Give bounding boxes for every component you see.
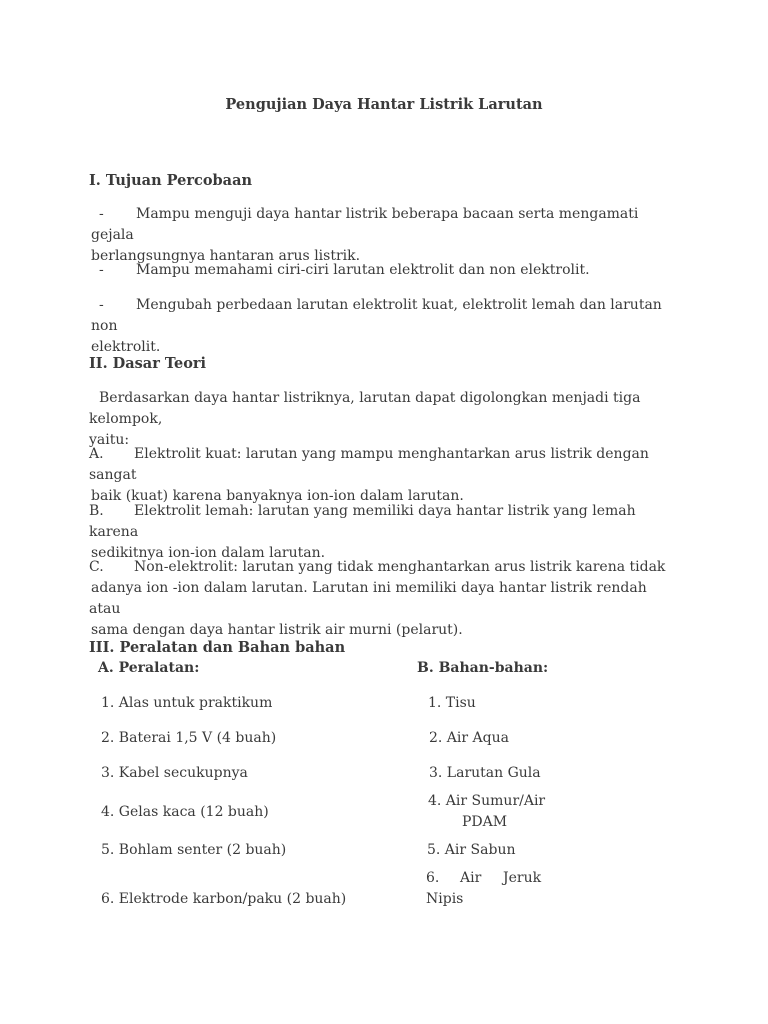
peralatan-item: 6. Elektrode karbon/paku (2 buah) [101,891,347,907]
bullet-dash: - [99,297,104,313]
bahan-item: 1. Tisu [428,695,476,711]
list-item [89,444,679,507]
list-item-text-cont: sama dengan daya hantar listrik air murni (pelarut). [91,622,463,638]
bahan-item-cont: PDAM [462,814,508,830]
bahan-item-number: 6. [426,870,440,886]
list-item-text-cont: elektrolit. [91,339,161,355]
list-item-text: Mampu menguji daya hantar listrik beberapa bacaan serta mengamati gejala [91,206,639,243]
list-item-text: Elektrolit kuat: larutan yang mampu menghantarkan arus listrik dengan sangat [89,446,649,483]
list-item-text: Elektrolit lemah: larutan yang memiliki daya hantar listrik yang lemah karena [89,503,636,540]
column-heading-peralatan: A. Peralatan: [98,660,200,676]
peralatan-item: 5. Bohlam senter (2 buah) [101,842,287,858]
intro-text: Berdasarkan daya hantar listriknya, larutan dapat digolongkan menjadi tiga kelompok, [89,390,641,427]
bahan-item: 2. Air Aqua [429,730,509,746]
peralatan-item: 2. Baterai 1,5 V (4 buah) [101,730,277,746]
bahan-item-cont: Nipis [426,891,464,907]
peralatan-item: 3. Kabel secukupnya [101,765,248,781]
list-item [91,204,681,267]
list-letter: B. [89,503,104,519]
list-letter: C. [89,559,104,575]
peralatan-item: 4. Gelas kaca (12 buah) [101,804,269,820]
list-item [89,501,679,564]
list-item [91,260,681,281]
bullet-dash: - [99,262,104,278]
list-item-text-cont: baik (kuat) karena banyaknya ion-ion dalam larutan. [91,488,464,504]
bahan-item: 5. Air Sabun [427,842,516,858]
intro-text-cont: yaitu: [89,432,130,448]
list-item-text-cont: berlangsungnya hantaran arus listrik. [91,248,361,264]
column-heading-bahan: B. Bahan-bahan: [417,660,549,676]
peralatan-item: 1. Alas untuk praktikum [101,695,273,711]
bahan-item-word: Jeruk [503,870,542,886]
bahan-item: 4. Air Sumur/Air [428,793,546,809]
intro-paragraph [89,388,689,451]
list-item [89,557,679,641]
list-item-text: Mengubah perbedaan larutan elektrolit kuat, elektrolit lemah dan larutan non [91,297,662,334]
list-item [91,295,681,358]
bahan-item: 3. Larutan Gula [429,765,541,781]
list-item-text-cont: adanya ion -ion dalam larutan. Larutan ini memiliki daya hantar listrik rendah atau [89,580,647,617]
bullet-dash: - [99,206,104,222]
list-item-text-cont: sedikitnya ion-ion dalam larutan. [91,545,326,561]
list-item-text: Non-elektrolit: larutan yang tidak menghantarkan arus listrik karena tidak [134,559,666,575]
section-heading-dasar-teori: II. Dasar Teori [89,355,207,372]
section-heading-peralatan-bahan: III. Peralatan dan Bahan bahan [89,639,346,656]
document-title: Pengujian Daya Hantar Listrik Larutan [225,96,543,113]
bahan-item-word: Air [460,870,482,886]
list-letter: A. [89,446,104,462]
section-heading-tujuan: I. Tujuan Percobaan [89,172,253,189]
list-item-text: Mampu memahami ciri-ciri larutan elektrolit dan non elektrolit. [136,262,590,278]
